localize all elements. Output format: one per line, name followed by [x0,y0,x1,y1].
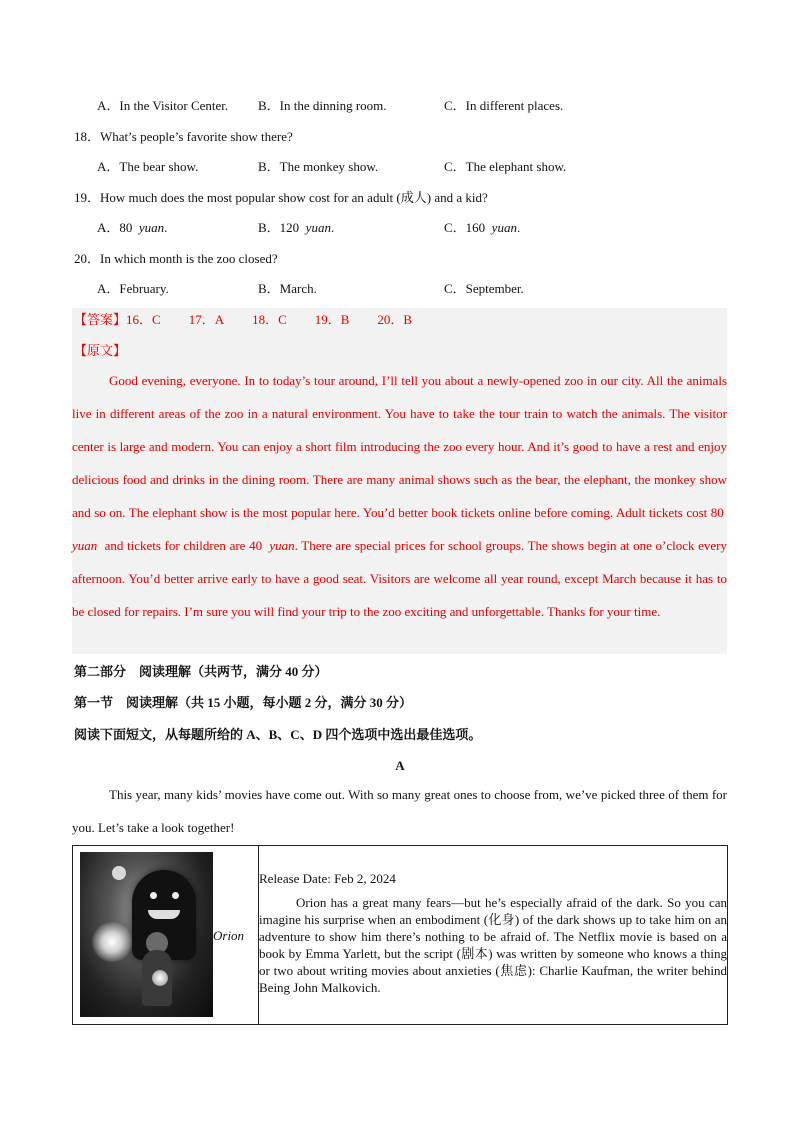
q20-option-b: B．March. [258,281,317,296]
q20-option-c: C．September. [444,281,524,296]
q19-option-b: B．120 yuan. [258,220,335,235]
transcript-text: Good evening, everyone. In to today’s tour around, I’ll tell you about a newly-opened zoo in our city. All the animals live in different areas of the zoo in a natural environment. You have to take the tour train to watch the animals. The visitor center is large and modern. You can enjoy a short film introducing the zoo every hour. And it’s good to have a rest and enjoy delicious food and drinks in the dining room. There are many animal shows such as the bear, the elephant, the monkey show and so on. The elephant show is the most popular here. You’d better book tickets online before coming. Adult tickets cost 80 yuan and tickets for children are 40 yuan. There are special prices for school groups. The shows begin at one o’clock every afternoon. You’d better arrive early to have a good seat. Visitors are welcome all year round, except March because it has to be closed for repairs. I’m sure you will find your trip to the zoo exciting and unforgettable. Thanks for your time. [72,373,728,619]
movie-description: Orion has a great many fears—but he’s especially afraid of the dark. So you can imagine his surprise when an embodiment (化身) of the dark shows up to take him on an adventure to show him there’s nothing to be afraid of. The Netflix movie is based on a book by Emma Yarlett, but the script (剧本) was written by someone who knows a thing or two about writing movies about anxieties (焦虑): Charlie Kaufman, the writer behind Being John Malkovich. [259,895,727,995]
q18-question: 18．What’s people’s favorite show there? [74,129,293,144]
passage-intro: This year, many kids’ movies have come out. With so many great ones to choose from, we’ve picked three of them for you. Let’s take a look together! [72,787,727,835]
movie-title: Orion [213,928,245,943]
q18-option-a: A．The bear show. [97,159,199,174]
section1-heading: 第一节 阅读理解（共 15 小题，每小题 2 分，满分 30 分） [74,695,413,710]
answer-item: 17．A [188,312,225,327]
passage-letter: A [395,758,405,773]
answer-item: 19．B [314,312,350,327]
poster-cell [73,846,259,1025]
part2-heading: 第二部分 阅读理解（共两节，满分 40 分） [74,664,328,679]
answer-line [74,311,412,329]
instruction: 阅读下面短文，从每题所给的 A、B、C、D 四个选项中选出最佳选项。 [74,727,482,742]
movie-info-cell [259,846,728,1025]
q19-option-a: A．80 yuan. [97,220,168,235]
q20-option-a: A．February. [97,281,169,296]
q18-option-c: C．The elephant show. [444,159,567,174]
q17-option-a: A．In the Visitor Center. [97,98,229,113]
movie-poster-image [80,852,213,1017]
answer-label: 【答案】 [74,312,127,327]
q17-option-b: B．In the dinning room. [258,98,387,113]
q18-option-b: B．The monkey show. [258,159,379,174]
answer-item: 16．C [126,312,161,327]
q20-question: 20．In which month is the zoo closed? [74,251,278,266]
table-row [73,846,728,1025]
release-date: Release Date: Feb 2, 2024 [259,871,396,886]
transcript-label: 【原文】 [74,343,127,358]
q19-option-c: C．160 yuan. [444,220,521,235]
q17-option-c: C．In different places. [444,98,564,113]
answer-item: 20．B [377,312,413,327]
answer-item: 18．C [252,312,287,327]
movie-table [72,845,728,1025]
q19-question: 19．How much does the most popular show cost for an adult (成人) and a kid? [74,190,488,205]
